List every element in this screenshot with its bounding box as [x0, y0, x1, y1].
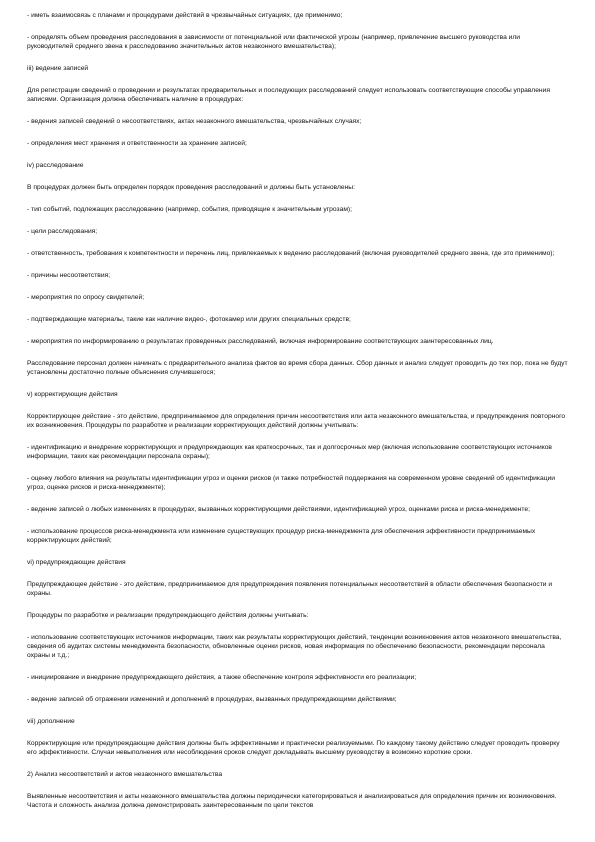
section-heading: vi) предупреждающие действия [27, 559, 126, 566]
paragraph: Корректирующие или предупреждающие действия должны быть эффективными и практически реализуемыми. По каждому такому действию следует проводить проверку его эффективности. Случаи невыполнения или несоблюдения сроков следует докладывать высшему руководству в возможно короткие сроки. [27, 740, 560, 756]
section-heading: vii) дополнение [27, 718, 75, 725]
paragraph: Корректирующее действие - это действие, предпринимаемое для определения причин несоответствия или акта незаконного вмешательства, и предупреждения повторного их возникновения. Процедуры по разработке и реализации корректирующих действий должны учитывать: [27, 413, 566, 429]
list-item: - причины несоответствия; [27, 272, 111, 279]
section-heading: iii) ведение записей [27, 65, 89, 72]
section-heading: v) корректирующие действия [27, 391, 118, 398]
list-item: - мероприятия по информированию о результатах проведенных расследований, включая информирование соответствующих заинтересованных лиц. [27, 338, 494, 345]
paragraph: Процедуры по разработке и реализации предупреждающего действия должны учитывать: [27, 612, 309, 619]
paragraph: Для регистрации сведений о проведении и результатах предварительных и последующих расследований следует использовать соответствующие способы управления записями. Организация должна обеспечивать наличие в процедурах: [27, 87, 550, 103]
list-item: - определения мест хранения и ответственности за хранение записей; [27, 140, 247, 147]
paragraph: В процедурах должен быть определен порядок проведения расследований и должны быть установлены: [27, 184, 355, 191]
list-item: - использование процессов риска-менеджмента или изменение существующих процедур риска-менеджмента для обеспечения эффективности предпринимаемых корректирующих действий; [27, 528, 536, 544]
list-item: - оценку любого влияния на результаты идентификации угроз и оценки рисков (и также потребностей поддержания на современном уровне сведений об идентификации угроз, оценке рисков и риска-менеджменте); [27, 475, 555, 491]
section-heading: 2) Анализ несоответствий и актов незаконного вмешательства [27, 771, 223, 778]
list-item: - ведение записей о любых изменениях в процедурах, вызванных корректирующими действиями, идентификацией угроз, оценками риска и риска-менеджменте; [27, 506, 530, 513]
paragraph: - определять объем проведения расследования в зависимости от потенциальной или фактической угрозы (например, привлечение высшего руководства или руководителей среднего звена к расследованию значительных актов незаконного вмешательства); [27, 34, 521, 50]
document-page [27, 11, 568, 823]
list-item: - инициирование и внедрение предупреждающего действия, а также обеспечение контроля эффективности его реализации; [27, 674, 417, 681]
list-item: - ведение записей об отражении изменений и дополнений в процедурах, вызванных предупреждающими действиями; [27, 696, 397, 703]
list-item: - тип событий, подлежащих расследованию (например, события, приводящие к значительным угрозам); [27, 206, 353, 213]
paragraph: Выявленные несоответствия и акты незаконного вмешательства должны периодически категорироваться и анализироваться для определения причин их возникновения. Частота и сложность анализа должна демонстрировать заинтересованным по цели текстов [27, 793, 557, 809]
paragraph: - иметь взаимосвязь с планами и процедурами действий в чрезвычайных ситуациях, где применимо; [27, 12, 343, 19]
list-item: - ведения записей сведений о несоответствиях, актах незаконного вмешательства, чрезвычайных случаях; [27, 118, 362, 125]
paragraph: Расследование персонал должен начинать с предварительного анализа фактов во время сбора данных. Сбор данных и анализ следует проводить до тех пор, пока не будут установлены достаточно полные объяснения случившегося; [27, 360, 568, 376]
list-item: - идентификацию и внедрение корректирующих и предупреждающих как краткосрочных, так и долгосрочных мер (включая использование соответствующих источников информации, таких как рекомендации персонала охраны); [27, 444, 552, 460]
paragraph: Предупреждающее действие - это действие, предпринимаемое для предупреждения появления потенциальных несоответствий в области обеспечения безопасности и охраны. [27, 581, 553, 597]
list-item: - мероприятия по опросу свидетелей; [27, 294, 145, 301]
section-heading: iv) расследование [27, 162, 84, 169]
list-item: - ответственность, требования к компетентности и перечень лиц, привлекаемых к ведению расследований (включая руководителей среднего звена, где это применимо); [27, 250, 555, 257]
list-item: - цели расследования; [27, 228, 98, 235]
list-item: - подтверждающие материалы, такие как наличие видео-, фотокамер или других специальных средств; [27, 316, 351, 323]
list-item: - использование соответствующих источников информации, таких как результаты корректирующих действий, тенденции возникновения актов незаконного вмешательства, сведения об аудитах системы менеджмента безопасности, обновленные оценки рисков, новая информация по обеспечению безопасности, рекомендации персонала охраны и т.д.; [27, 634, 562, 659]
